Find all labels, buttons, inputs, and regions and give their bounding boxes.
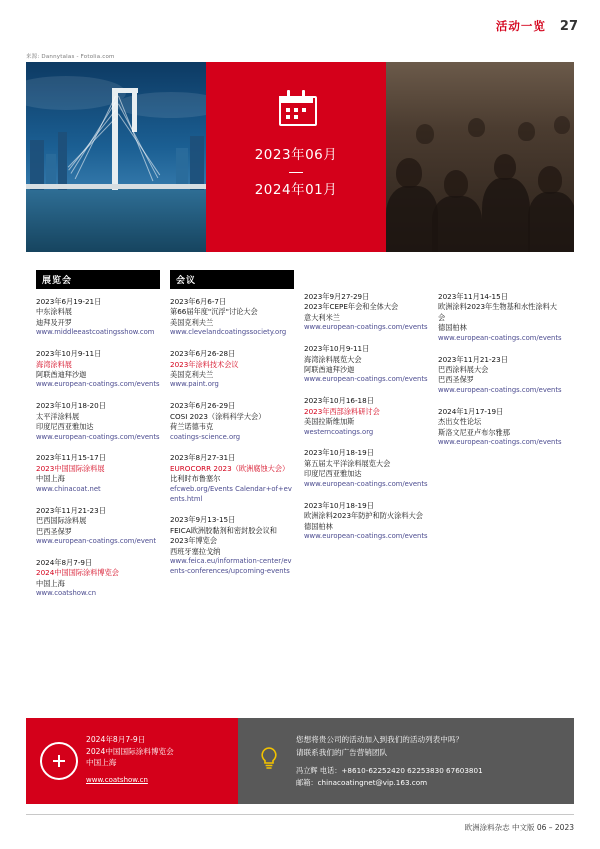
event-url[interactable]: www.paint.org <box>170 380 219 389</box>
hero-banner <box>26 62 574 252</box>
event-name: 第66届年度"沉浮"讨论大会 <box>170 307 258 317</box>
lightbulb-icon <box>254 744 284 774</box>
event-name: 2024中国国际涂料博览会 <box>36 568 119 578</box>
event-date: 2023年6月6-7日 <box>170 297 227 306</box>
event-entry <box>170 515 294 576</box>
event-date: 2023年6月26-29日 <box>170 401 236 411</box>
event-location: 意大利米兰 <box>304 312 340 322</box>
event-entry <box>36 297 160 338</box>
event-location: 德国柏林 <box>438 323 467 333</box>
event-location: 美国克利夫兰 <box>170 370 214 380</box>
events-column <box>438 270 562 610</box>
event-location: 阿联酋迪拜沙迦 <box>36 370 87 380</box>
event-url[interactable]: www.clevelandcoatingssociety.org <box>170 328 287 337</box>
page-header <box>496 18 578 34</box>
promo-question-line1: 您想将贵公司的活动加入到我们的活动列表中吗？ <box>296 735 464 744</box>
event-name: 太平洋涂料展 <box>36 411 80 421</box>
event-name: 欧洲涂料2023年防护和防火涂料大会 <box>304 511 423 521</box>
event-url[interactable]: www.european-coatings.com/events <box>304 531 428 540</box>
event-location: 迪拜及开罗 <box>36 317 72 327</box>
event-date: 2023年9月27-29日 <box>304 292 370 301</box>
event-location: 印度尼西亚雅加达 <box>36 422 94 432</box>
event-url[interactable]: coatings-science.org <box>170 432 241 441</box>
promo-left[interactable] <box>26 718 238 804</box>
event-name: 巴西涂料展大会 <box>438 365 489 375</box>
event-name: FEICA欧洲胶黏剂和密封胶会议和2023年博览会 <box>170 525 277 546</box>
event-url[interactable]: www.coatshow.cn <box>36 589 97 598</box>
events-column <box>36 270 160 610</box>
page-footer <box>0 814 600 849</box>
event-entry <box>438 407 562 448</box>
event-date: 2023年9月13-15日 <box>170 515 236 525</box>
event-entry <box>170 297 294 338</box>
event-date: 2023年6月26-28日 <box>170 349 236 359</box>
event-entry <box>304 344 428 385</box>
event-entry <box>438 355 562 396</box>
event-name: COSI 2023（涂料科学大会） <box>170 411 266 421</box>
event-entry <box>304 292 428 333</box>
event-date: 2023年10月18-19日 <box>304 448 374 458</box>
event-url[interactable]: www.european-coatings.com/events <box>438 385 562 394</box>
event-date: 2023年8月27-31日 <box>170 453 236 463</box>
event-date: 2023年10月9-11日 <box>36 349 102 359</box>
event-entry <box>36 349 160 390</box>
event-date: 2023年11月21-23日 <box>438 354 508 364</box>
hero-date-from: 2023年06月 <box>254 147 338 163</box>
event-entry <box>170 453 294 504</box>
footer-text: 欧洲涂料杂志 中文版 06 – 2023 <box>464 823 574 832</box>
event-url[interactable]: www.european-coatings.com/events <box>304 479 428 488</box>
promo-banner <box>26 718 574 804</box>
event-url[interactable]: www.european-coatings.com/events <box>36 432 160 441</box>
event-location: 德国柏林 <box>304 521 333 531</box>
event-entry <box>438 292 562 344</box>
event-url[interactable]: www.middleeastcoatingsshow.com <box>36 328 155 337</box>
events-columns <box>36 270 570 610</box>
event-date: 2024年1月17-19日 <box>438 406 504 416</box>
event-date: 2024年8月7-9日 <box>36 557 93 567</box>
water <box>26 188 206 252</box>
event-url[interactable]: www.european-coatings.com/event <box>36 536 157 545</box>
event-url[interactable]: www.feica.eu/information-center/events-conferences/upcoming-events <box>170 557 292 576</box>
hero-date-card <box>206 62 386 252</box>
promo-mail[interactable]: 邮箱：chinacoatingnet@vip.163.com <box>296 778 428 787</box>
events-column <box>170 270 294 610</box>
promo-left-link[interactable]: www.coatshow.cn <box>86 775 148 784</box>
event-location: 美国拉斯维加斯 <box>304 417 355 427</box>
event-date: 2023年11月21-23日 <box>36 505 106 515</box>
event-name: 2023年西部涂料研讨会 <box>304 406 380 416</box>
page-title: 活动一览 <box>495 19 546 33</box>
event-entry <box>170 349 294 390</box>
event-name: 巴西国际涂料展 <box>36 516 87 526</box>
event-location: 印度尼西亚雅加达 <box>304 469 362 479</box>
promo-right <box>238 718 574 804</box>
event-name: 海湾涂料展览大会 <box>304 354 362 364</box>
footer-divider <box>26 814 574 815</box>
promo-left-line2: 2024中国国际涂料博览会 <box>86 746 174 756</box>
event-date: 2023年11月15-17日 <box>36 453 106 463</box>
event-url[interactable]: www.european-coatings.com/events <box>438 333 562 342</box>
column-heading-spacer <box>304 270 428 292</box>
promo-left-line1: 2024年8月7-9日 <box>86 735 146 744</box>
event-name: 杰出女性论坛 <box>438 417 482 427</box>
event-name: 第五届太平洋涂料展览大会 <box>304 458 391 468</box>
event-location: 比利时布鲁塞尔 <box>170 474 221 484</box>
event-entry <box>304 501 428 542</box>
event-url[interactable]: www.chinacoat.net <box>36 484 101 493</box>
calendar-icon <box>279 90 313 122</box>
event-name: 海湾涂料展 <box>36 359 72 369</box>
event-entry <box>170 401 294 442</box>
event-name: 中东涂料展 <box>36 307 72 317</box>
event-entry <box>36 558 160 599</box>
event-location: 巴西圣保罗 <box>438 375 474 385</box>
event-location: 中国上海 <box>36 474 65 484</box>
event-date: 2023年10月18-20日 <box>36 401 106 411</box>
event-name: 2023年CEPE年会和全体大会 <box>304 302 399 312</box>
page-number: 27 <box>559 19 578 34</box>
column-heading: 展览会 <box>36 270 160 289</box>
event-location: 美国克利夫兰 <box>170 317 214 327</box>
event-date: 2023年10月9-11日 <box>304 344 370 354</box>
event-location: 斯洛文尼亚卢布尔雅那 <box>438 427 510 437</box>
event-url[interactable]: efcweb.org/Events Calendar+of+events.html <box>170 484 292 503</box>
event-location: 荷兰诺德韦克 <box>170 422 214 432</box>
event-entry <box>304 448 428 489</box>
hero-date-separator <box>289 172 303 173</box>
event-location: 中国上海 <box>36 578 65 588</box>
hero-image-audience <box>386 62 574 252</box>
column-heading: 会议 <box>170 270 294 289</box>
event-name: EUROCORR 2023（欧洲腐蚀大会） <box>170 463 290 473</box>
event-url[interactable]: www.european-coatings.com/events <box>304 375 428 384</box>
promo-contact: 冯立辉 电话：+8610-62252420 62253830 67603801 <box>296 766 483 775</box>
column-heading-spacer <box>438 270 562 292</box>
event-entry <box>36 506 160 547</box>
event-url[interactable]: westerncoatings.org <box>304 427 374 436</box>
event-url[interactable]: www.european-coatings.com/events <box>304 323 428 332</box>
event-date: 2023年11月14-15日 <box>438 292 508 301</box>
plus-circle-icon <box>40 742 78 780</box>
event-date: 2023年10月16-18日 <box>304 396 374 406</box>
events-column <box>304 270 428 610</box>
event-entry <box>36 453 160 494</box>
event-date: 2023年6月19-21日 <box>36 297 102 306</box>
event-name: 2023中国国际涂料展 <box>36 463 105 473</box>
event-location: 西班牙塞拉戈纳 <box>170 546 221 556</box>
hero-date-to: 2024年01月 <box>254 182 338 198</box>
photo-credit: 来源: Dannytalas - Fotolia.com <box>26 54 115 60</box>
promo-question-line2: 请联系我们的广告营销团队 <box>296 747 388 757</box>
event-location: 阿联酋迪拜沙迦 <box>304 365 355 375</box>
event-location: 巴西圣保罗 <box>36 526 72 536</box>
event-url[interactable]: www.european-coatings.com/events <box>36 380 160 389</box>
hero-image-bridge <box>26 62 206 252</box>
event-name: 欧洲涂料2023年生物基和水性涂料大会 <box>438 302 557 322</box>
event-url[interactable]: www.european-coatings.com/events <box>438 438 562 447</box>
event-name: 2023年涂料技术会议 <box>170 359 239 369</box>
event-entry <box>36 401 160 442</box>
promo-left-line3: 中国上海 <box>86 758 117 767</box>
event-entry <box>304 396 428 437</box>
event-date: 2023年10月18-19日 <box>304 500 374 510</box>
